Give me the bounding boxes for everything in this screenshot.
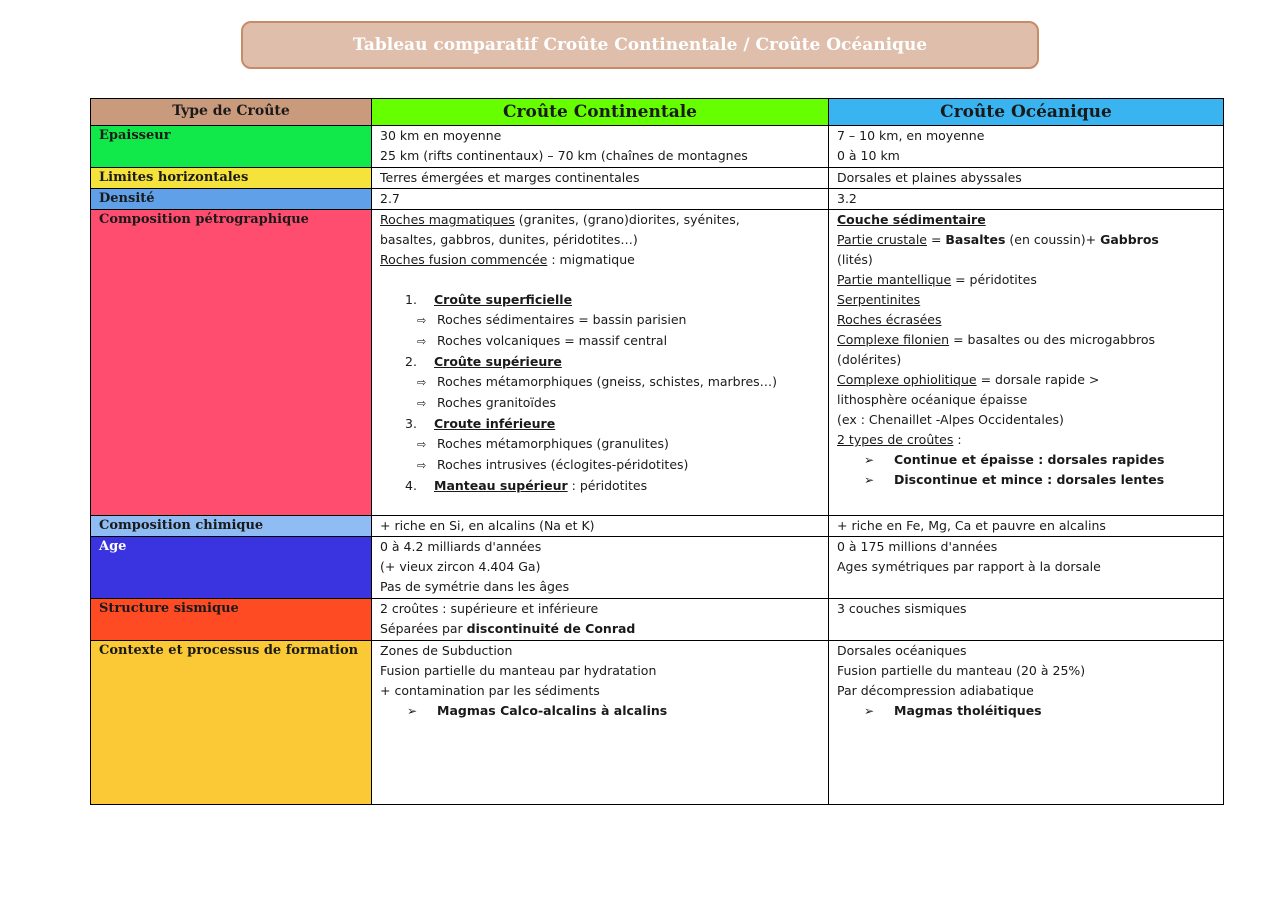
bullet-item xyxy=(380,701,820,721)
section-title: Croûte superficielle xyxy=(434,292,573,307)
page-title: Tableau comparatif Croûte Continentale / Croûte Océanique xyxy=(352,35,928,55)
item-number: 4. xyxy=(405,478,417,493)
cell-petro-oceanique xyxy=(829,210,1224,516)
numbered-item xyxy=(380,476,820,496)
label-composition-petrographique: Composition pétrographique xyxy=(91,210,372,516)
bullet-icon: ➢ xyxy=(407,704,418,718)
label-age: Age xyxy=(91,537,372,599)
text-line: 25 km (rifts continentaux) – 70 km (chaînes de montagnes xyxy=(380,148,748,163)
bullet-item xyxy=(837,450,1215,470)
text-line: Ages symétriques par rapport à la dorsale xyxy=(837,559,1101,574)
item-text: Roches sédimentaires = bassin parisien xyxy=(437,312,687,327)
arrow-item xyxy=(380,434,820,455)
text-line: Zones de Subduction xyxy=(380,643,513,658)
text-line: + contamination par les sédiments xyxy=(380,683,600,698)
cell-contexte-oceanique xyxy=(829,641,1224,805)
row-composition-chimique xyxy=(91,516,1224,537)
cell-limites-oceanique: Dorsales et plaines abyssales xyxy=(829,168,1224,189)
text-span: Partie mantellique xyxy=(837,272,952,287)
item-text: Roches intrusives (éclogites-péridotites) xyxy=(437,457,689,472)
spacer xyxy=(380,270,820,290)
header-row xyxy=(91,99,1224,126)
cell-contexte-continental xyxy=(372,641,829,805)
text-line: lithosphère océanique épaisse xyxy=(837,392,1028,407)
text-line: (ex : Chenaillet -Alpes Occidentales) xyxy=(837,412,1064,427)
label-contexte: Contexte et processus de formation xyxy=(91,641,372,805)
item-text: Roches granitoïdes xyxy=(437,395,557,410)
text-span: 2 types de croûtes xyxy=(837,432,954,447)
text-span: : péridotites xyxy=(567,478,648,493)
text-line xyxy=(837,330,1215,350)
cell-epaisseur-oceanique xyxy=(829,126,1224,168)
text-span: = dorsale rapide > xyxy=(976,372,1100,387)
text-line: Par décompression adiabatique xyxy=(837,683,1034,698)
row-limites xyxy=(91,168,1224,189)
bullet-icon: ➢ xyxy=(864,473,875,487)
text-span: discontinuité de Conrad xyxy=(466,621,636,636)
text-line: Roches écrasées xyxy=(837,312,942,327)
cell-sismique-oceanique: 3 couches sismiques xyxy=(829,599,1224,641)
row-epaisseur xyxy=(91,126,1224,168)
cell-densite-oceanique: 3.2 xyxy=(829,189,1224,210)
row-densite xyxy=(91,189,1224,210)
arrow-icon: ⇨ xyxy=(417,376,427,389)
title-banner xyxy=(241,21,1039,69)
section-title: Croûte supérieure xyxy=(434,354,562,369)
text-line: basaltes, gabbros, dunites, péridotites…) xyxy=(380,232,638,247)
text-line xyxy=(380,250,820,270)
arrow-item xyxy=(380,455,820,476)
item-number: 2. xyxy=(405,354,417,369)
arrow-icon: ⇨ xyxy=(417,459,427,472)
text-line: (dolérites) xyxy=(837,352,902,367)
roches-magmatiques: Roches magmatiques xyxy=(380,212,515,227)
comparison-table xyxy=(90,98,1224,805)
item-number: 3. xyxy=(405,416,417,431)
header-type: Type de Croûte xyxy=(91,99,372,126)
text-span: Complexe ophiolitique xyxy=(837,372,977,387)
text-line: Fusion partielle du manteau (20 à 25%) xyxy=(837,663,1086,678)
numbered-item xyxy=(380,352,820,372)
text-line: 30 km en moyenne xyxy=(380,128,502,143)
row-contexte xyxy=(91,641,1224,805)
header-oceanique: Croûte Océanique xyxy=(829,99,1224,126)
item-text: Magmas Calco-alcalins à alcalins xyxy=(437,703,668,718)
text-line: Dorsales océaniques xyxy=(837,643,967,658)
roches-fusion: Roches fusion commencée xyxy=(380,252,548,267)
row-age xyxy=(91,537,1224,599)
text-span: (en coussin)+ xyxy=(1005,232,1101,247)
arrow-icon: ⇨ xyxy=(417,397,427,410)
bullet-icon: ➢ xyxy=(864,453,875,467)
cell-chimique-oceanique: + riche en Fe, Mg, Ca et pauvre en alcalins xyxy=(829,516,1224,537)
arrow-item xyxy=(380,393,820,414)
text-line: (+ vieux zircon 4.404 Ga) xyxy=(380,559,541,574)
text-line: Pas de symétrie dans les âges xyxy=(380,579,570,594)
arrow-icon: ⇨ xyxy=(417,335,427,348)
item-text: Roches métamorphiques (granulites) xyxy=(437,436,669,451)
text-line: 7 – 10 km, en moyenne xyxy=(837,128,985,143)
label-limites: Limites horizontales xyxy=(91,168,372,189)
item-number: 1. xyxy=(405,292,417,307)
item-text: Magmas tholéitiques xyxy=(894,703,1042,718)
item-text: Roches volcaniques = massif central xyxy=(437,333,668,348)
bullet-item xyxy=(837,470,1215,490)
text-span: Complexe filonien xyxy=(837,332,950,347)
text-line: (lités) xyxy=(837,252,873,267)
text-span: Partie crustale xyxy=(837,232,927,247)
text-line xyxy=(837,430,1215,450)
cell-epaisseur-continental xyxy=(372,126,829,168)
item-text: Discontinue et mince : dorsales lentes xyxy=(894,472,1165,487)
text-line: 0 à 175 millions d'années xyxy=(837,539,998,554)
text-span: Gabbros xyxy=(1100,232,1159,247)
text-span: : xyxy=(953,432,962,447)
item-text: Continue et épaisse : dorsales rapides xyxy=(894,452,1165,467)
text-line: Fusion partielle du manteau par hydratation xyxy=(380,663,657,678)
text-line xyxy=(380,210,820,230)
text-line: 0 à 4.2 milliards d'années xyxy=(380,539,542,554)
cell-chimique-continental: + riche en Si, en alcalins (Na et K) xyxy=(372,516,829,537)
text-span: = basaltes ou des microgabbros xyxy=(949,332,1156,347)
cell-limites-continental: Terres émergées et marges continentales xyxy=(372,168,829,189)
numbered-item xyxy=(380,414,820,434)
text-span: = xyxy=(926,232,946,247)
text-line xyxy=(837,230,1215,250)
text-span: = péridotites xyxy=(951,272,1037,287)
label-epaisseur: Epaisseur xyxy=(91,126,372,168)
cell-densite-continental: 2.7 xyxy=(372,189,829,210)
text-line: Serpentinites xyxy=(837,292,921,307)
arrow-item xyxy=(380,372,820,393)
item-text: Roches métamorphiques (gneiss, schistes, marbres…) xyxy=(437,374,778,389)
bullet-item xyxy=(837,701,1215,721)
cell-sismique-continental xyxy=(372,599,829,641)
text-span: Séparées par xyxy=(380,621,467,636)
arrow-icon: ⇨ xyxy=(417,438,427,451)
label-densite: Densité xyxy=(91,189,372,210)
text-line xyxy=(837,370,1215,390)
text-span: : migmatique xyxy=(547,252,635,267)
text-line xyxy=(837,270,1215,290)
row-composition-petrographique xyxy=(91,210,1224,516)
arrow-icon: ⇨ xyxy=(417,314,427,327)
section-title: Croute inférieure xyxy=(434,416,556,431)
arrow-item xyxy=(380,331,820,352)
text-line: Couche sédimentaire xyxy=(837,212,986,227)
label-structure-sismique: Structure sismique xyxy=(91,599,372,641)
cell-petro-continental xyxy=(372,210,829,516)
text-line: 2 croûtes : supérieure et inférieure xyxy=(380,601,599,616)
cell-age-oceanique xyxy=(829,537,1224,599)
text-span: Basaltes xyxy=(945,232,1006,247)
cell-age-continental xyxy=(372,537,829,599)
header-continental: Croûte Continentale xyxy=(372,99,829,126)
section-title: Manteau supérieur xyxy=(434,478,568,493)
bullet-icon: ➢ xyxy=(864,704,875,718)
text-line: 0 à 10 km xyxy=(837,148,900,163)
text-line xyxy=(380,619,820,639)
arrow-item xyxy=(380,310,820,331)
numbered-item xyxy=(380,290,820,310)
row-structure-sismique xyxy=(91,599,1224,641)
text-span: (granites, (grano)diorites, syénites, xyxy=(514,212,740,227)
label-composition-chimique: Composition chimique xyxy=(91,516,372,537)
